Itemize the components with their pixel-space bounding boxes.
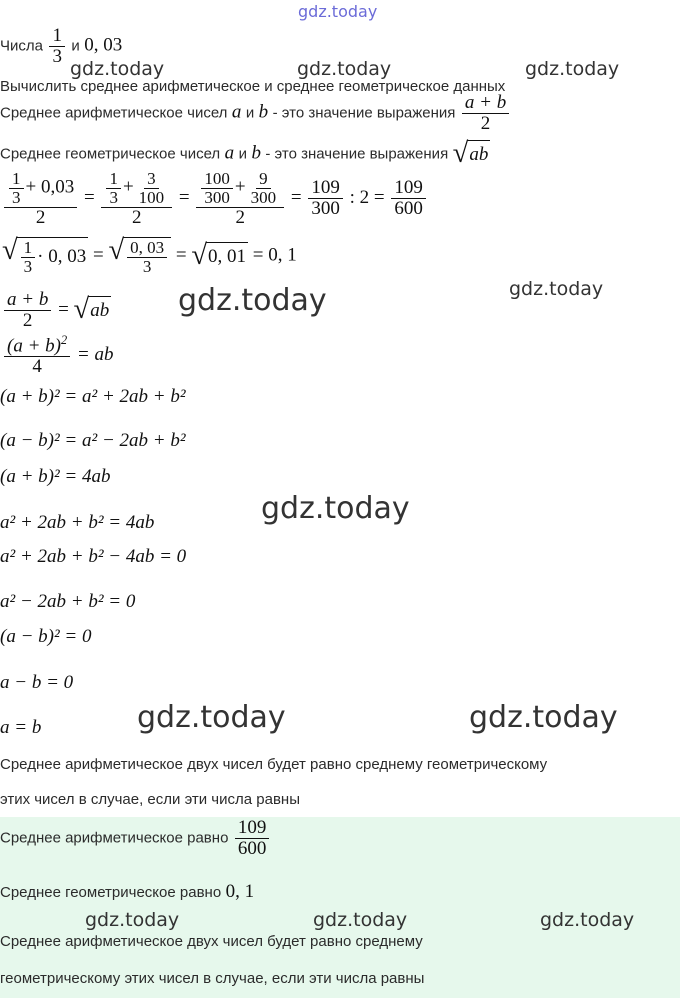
equation-line: a² + 2ab + b² = 4ab: [0, 512, 155, 533]
watermark: gdz.today: [70, 58, 165, 80]
fraction-am: $\frac{a + b}{2}$: [462, 93, 509, 134]
numbers-line: Числа $\frac{1}{3}$ и 0, 03: [0, 25, 123, 67]
gm-calculation: √ $\frac{1}{3}$ · 0, 03 = √ $\frac{0, 03}{3}$ = √ 0, 01 = 0, 1: [2, 235, 297, 276]
watermark: gdz.today: [540, 909, 635, 931]
equation-line: (a − b)² = a² − 2ab + b²: [0, 430, 186, 451]
equation-squared: $\frac{(a + b)^2}{4}$ = ab: [2, 334, 113, 377]
watermark: gdz.today: [509, 278, 604, 300]
equation-line: (a + b)² = a² + 2ab + b²: [0, 386, 186, 407]
gm-definition: Среднее геометрическое чисел a и b - это значение выражения √ ab: [0, 138, 489, 169]
conclusion-line-1: Среднее арифметическое двух чисел будет равно среднему геометрическому: [0, 756, 548, 773]
watermark: gdz.today: [297, 58, 392, 80]
equation-line: a − b = 0: [0, 672, 74, 693]
answer-line-1: Среднее арифметическое двух чисел будет равно среднему: [0, 933, 423, 950]
fraction-one-third: $\frac{1}{3}$: [49, 26, 65, 67]
answer-gm: Среднее геометрическое равно 0, 1: [0, 881, 255, 902]
am-calculation: $\frac{1}{3}$ + 0,03 2 = $\frac{1}{3}$ + $\frac{3}{100}$ 2 = $\frac{100}{300}$ + $\frac{9}{300}$ 2 = $\frac{109}{300}$ : 2 = $\frac{109}{600}$: [2, 170, 428, 228]
am-definition: Среднее арифметическое чисел a и b - это значение выражения $\frac{a + b}{2}$: [0, 93, 511, 134]
conclusion-line-2: этих чисел в случае, если эти числа равны: [0, 791, 300, 808]
equation-line: a = b: [0, 717, 42, 738]
equation-line: (a + b)² = 4ab: [0, 466, 111, 487]
watermark: gdz.today: [313, 909, 408, 931]
watermark: gdz.today: [469, 700, 618, 735]
equation-line: a² − 2ab + b² = 0: [0, 591, 136, 612]
task-text: Вычислить среднее арифметическое и среднее геометрическое данных: [0, 78, 506, 95]
watermark: gdz.today: [178, 283, 327, 318]
equation-am-gm: $\frac{a + b}{2}$ = √ ab: [2, 290, 111, 331]
watermark: gdz.today: [137, 700, 286, 735]
equation-line: (a − b)² = 0: [0, 626, 92, 647]
watermark: gdz.today: [85, 909, 180, 931]
watermark: gdz.today: [298, 2, 378, 21]
equation-line: a² + 2ab + b² − 4ab = 0: [0, 546, 187, 567]
answer-am: Среднее арифметическое равно $\frac{109}{600}$: [0, 818, 271, 859]
watermark: gdz.today: [261, 491, 410, 526]
fraction-answer-am: $\frac{109}{600}$: [235, 818, 270, 859]
watermark: gdz.today: [525, 58, 620, 80]
sqrt-ab: √ ab: [452, 138, 489, 169]
answer-line-2: геометрическому этих чисел в случае, если эти числа равны: [0, 970, 425, 987]
